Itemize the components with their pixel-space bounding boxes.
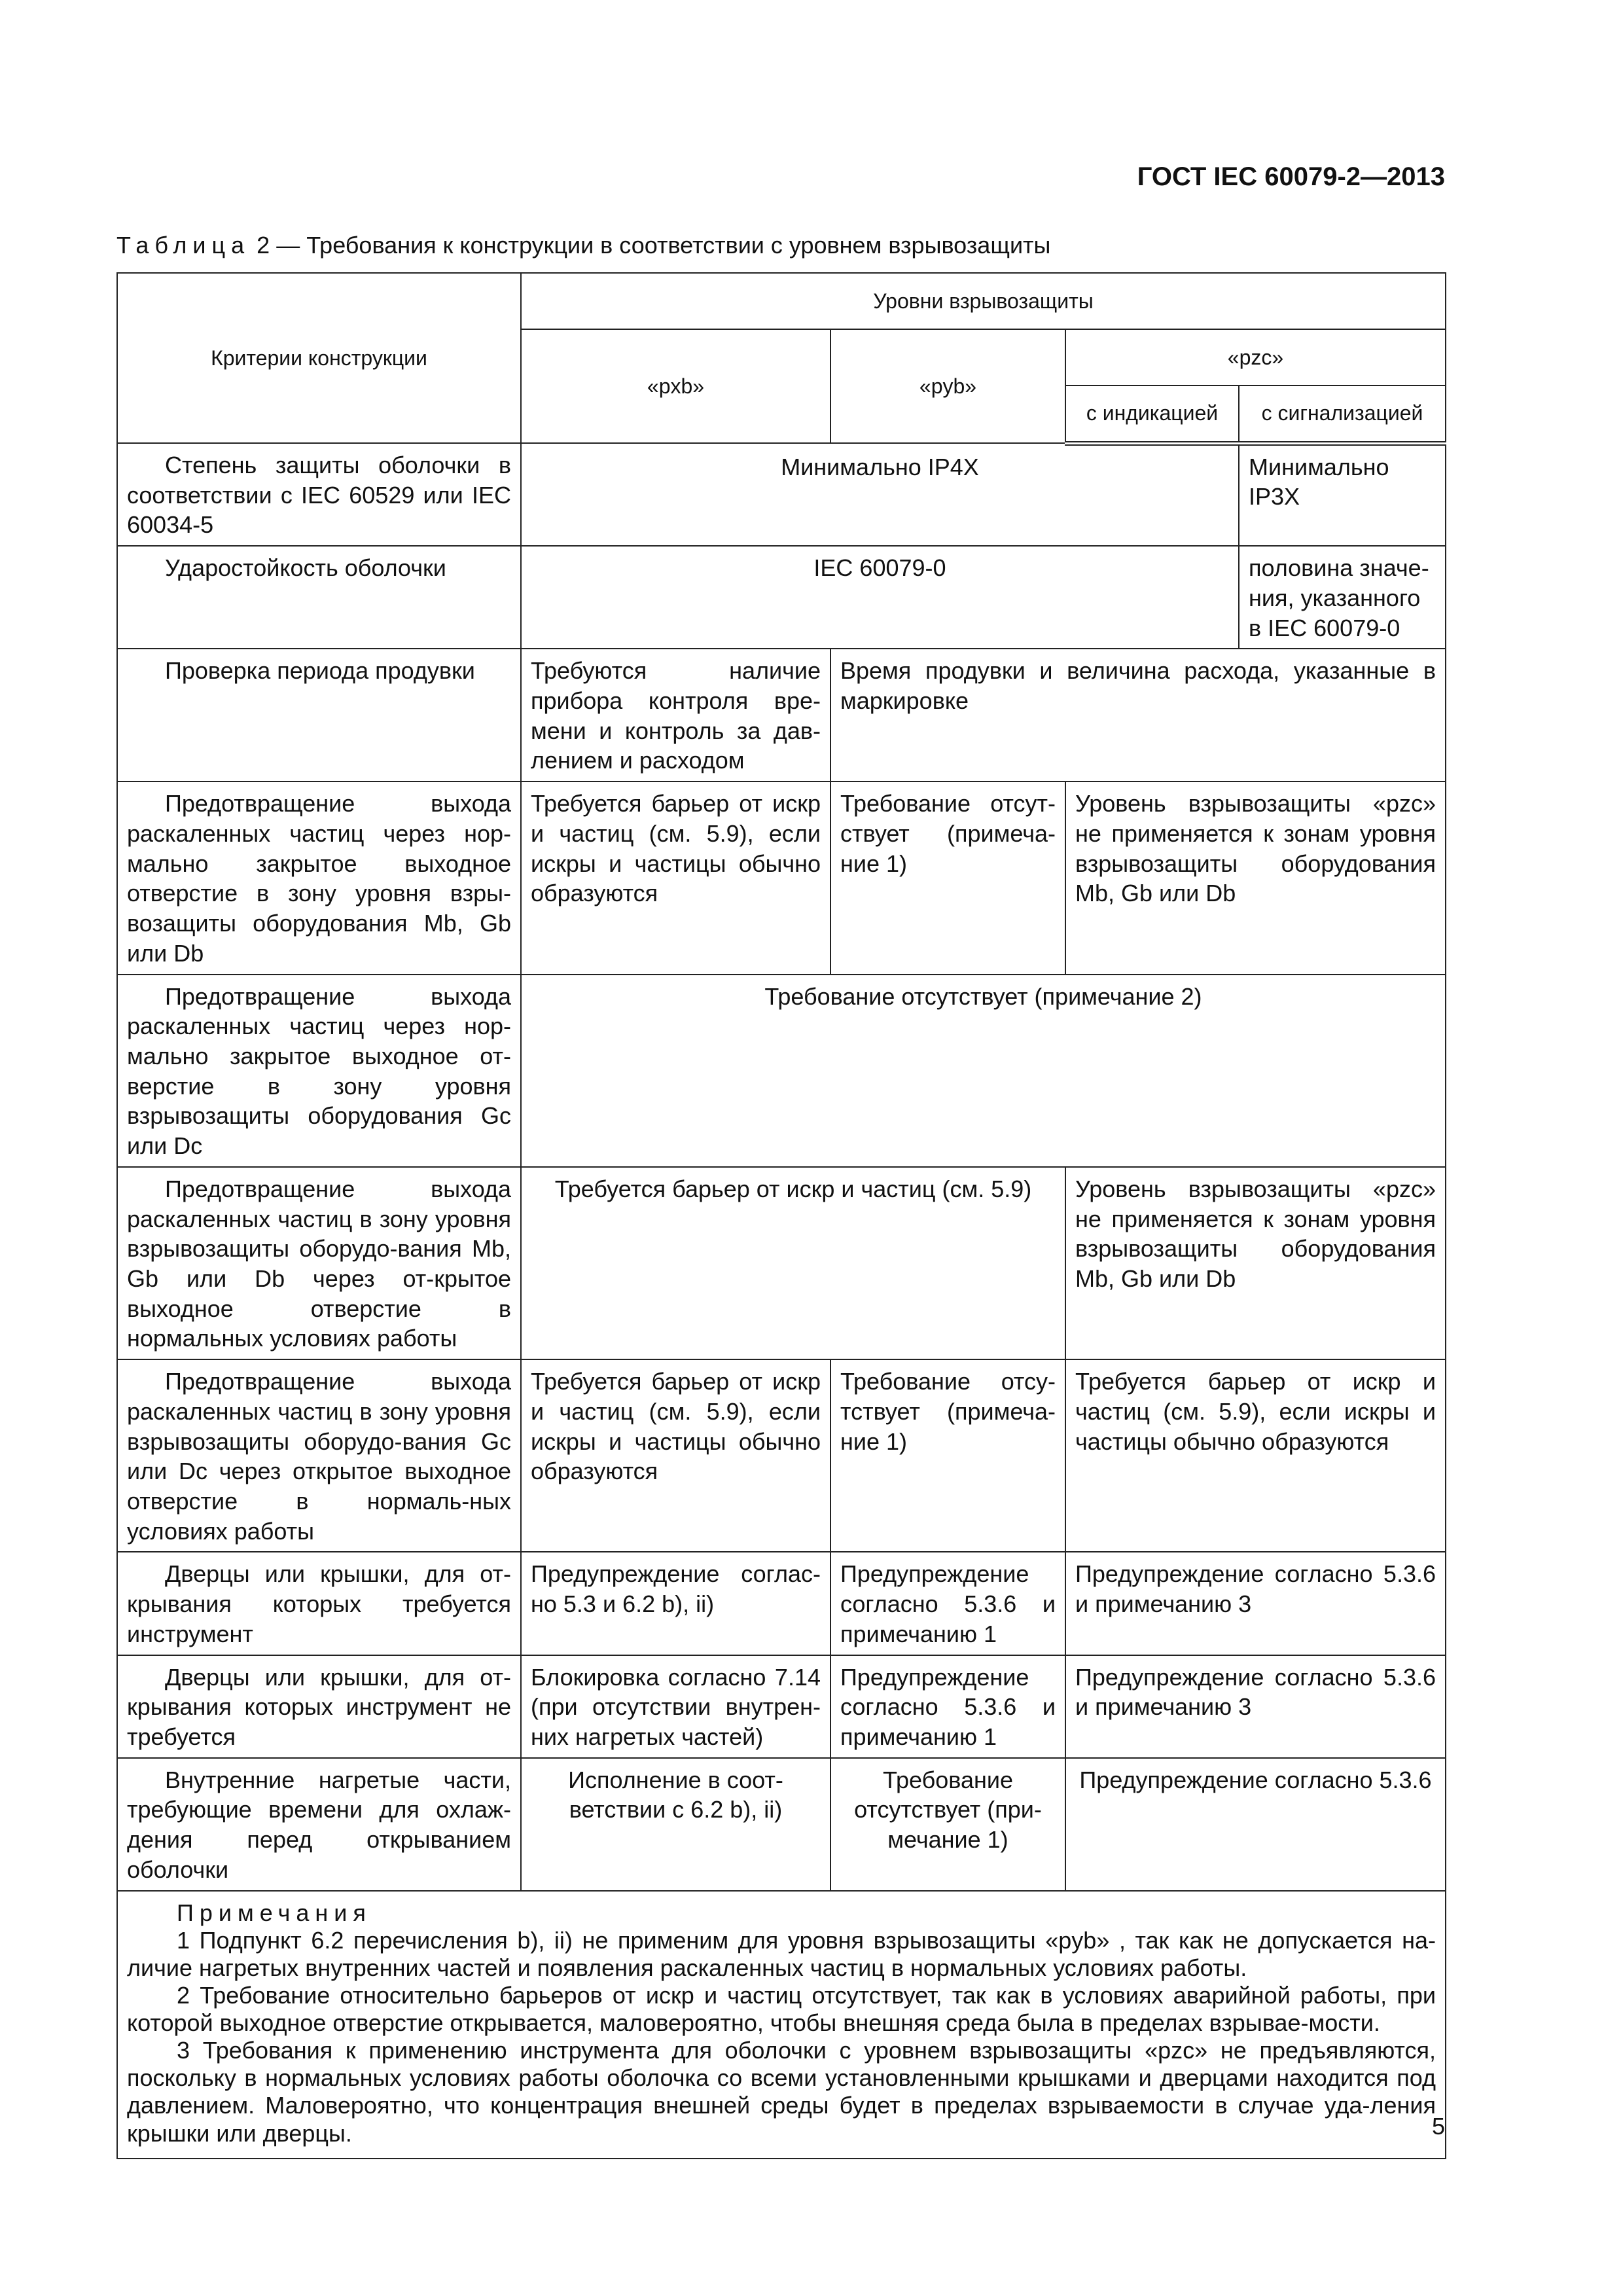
table-row [117, 975, 1446, 1167]
value-cell: Минимально IP4X [521, 443, 1239, 546]
value-cell: Предупреждение согласно 5.3.6 [1065, 1758, 1446, 1891]
criterion-cell: Предотвращение выхода раскаленных частиц в зону уровня взрывозащиты оборудо-вания Mb, Gb или Db через от-крытое выходное отверстие в нормальных условиях работы [117, 1167, 521, 1359]
table-row [117, 546, 1446, 649]
value-cell: Предупреждение согласно 5.3.6 и примечанию 1 [830, 1552, 1065, 1655]
criterion-cell: Степень защиты оболочки в соответствии с IEC 60529 или IEC 60034-5 [117, 443, 521, 546]
criterion-cell: Предотвращение выхода раскаленных частиц в зону уровня взрывозащиты оборудо-вания Gc или Dc через открытое выходное отверстие в нормаль-ных условиях работы [117, 1359, 521, 1552]
criterion-cell: Дверцы или крышки, для от-крывания которых инструмент не требуется [117, 1655, 521, 1758]
value-cell: Требуется барьер от искр и частиц (см. 5.9), если искры и частицы обычно образуются [521, 1359, 830, 1552]
notes-row [117, 1891, 1446, 2159]
table-row [117, 781, 1446, 974]
table-row [117, 1758, 1446, 1891]
value-cell: Требуется барьер от искр и частиц (см. 5.9), если искры и частицы обычно образуются [1065, 1359, 1446, 1552]
note-item: 2 Требование относительно барьеров от искр и частиц отсутствует, так как в условиях аварийной работы, при которой выходное отверстие открывается, маловероятно, чтобы внешняя среда была в пределах взрывае-мости. [127, 1981, 1436, 2037]
value-cell: IEC 60079-0 [521, 546, 1239, 649]
table-row [117, 1655, 1446, 1758]
table-row [117, 1359, 1446, 1552]
value-cell: Предупреждение согласно 5.3.6 и примечанию 3 [1065, 1552, 1446, 1655]
criterion-cell: Дверцы или крышки, для от-крывания которых требуется инструмент [117, 1552, 521, 1655]
value-cell: Требование отсут-ствует (примеча-ние 1) [830, 781, 1065, 974]
value-cell: Предупреждение согласно 5.3.6 и примечанию 3 [1065, 1655, 1446, 1758]
requirements-table [116, 272, 1446, 2159]
header-pzc: «pzc» [1065, 329, 1446, 386]
criterion-cell: Внутренние нагретые части, требующие времени для охлаж-дения перед открыванием оболочки [117, 1758, 521, 1891]
table-row [117, 649, 1446, 781]
criterion-cell: Проверка периода продувки [117, 649, 521, 781]
page-number: 5 [1431, 2113, 1445, 2140]
value-cell: Время продувки и величина расхода, указанные в маркировке [830, 649, 1446, 781]
header-pyb: «pyb» [830, 329, 1065, 443]
table-caption-label: Таблица [116, 232, 251, 259]
value-cell: половина значе-ния, указанного в IEC 60079-0 [1239, 546, 1446, 649]
header-pxb: «pxb» [521, 329, 830, 443]
table-row [117, 1552, 1446, 1655]
value-cell: Требуются наличие прибора контроля вре-мени и контроль за дав-лением и расходом [521, 649, 830, 781]
criterion-cell: Предотвращение выхода раскаленных частиц через нор-мально закрытое выходное от-верстие в зону уровня взрывозащиты оборудования Gc или Dc [117, 975, 521, 1167]
value-cell: Требование отсу-тствует (примеча-ние 1) [830, 1359, 1065, 1552]
note-item: 1 Подпункт 6.2 перечисления b), ii) не применим для уровня взрывозащиты «pyb» , так как не допускается на-личие нагретых внутренних частей и появления раскаленных частиц в нормальных условиях работы. [127, 1926, 1436, 1981]
value-cell: Требуется барьер от искр и частиц (см. 5.9) [521, 1167, 1065, 1359]
criterion-cell: Ударостойкость оболочки [117, 546, 521, 649]
table-caption-text: 2 — Требования к конструкции в соответствии с уровнем взрывозащиты [257, 232, 1051, 259]
header-pzc-signalling: с сигнализацией [1239, 386, 1446, 443]
value-cell: Требование отсутствует (примечание 2) [521, 975, 1446, 1167]
table-row [117, 1167, 1446, 1359]
value-cell: Уровень взрывозащиты «pzc» не применяется к зонам уровня взрывозащиты оборудования Mb, Gb или Db [1065, 781, 1446, 974]
table-row [117, 443, 1446, 546]
value-cell: Требуется барьер от искр и частиц (см. 5.9), если искры и частицы обычно образуются [521, 781, 830, 974]
value-cell: Предупреждение согласно 5.3.6 и примечанию 1 [830, 1655, 1065, 1758]
value-cell: Требование отсутствует (при-мечание 1) [830, 1758, 1065, 1891]
value-cell: Уровень взрывозащиты «pzc» не применяется к зонам уровня взрывозащиты оборудования Mb, Gb или Db [1065, 1167, 1446, 1359]
value-cell: Блокировка согласно 7.14 (при отсутствии внутрен-них нагретых частей) [521, 1655, 830, 1758]
document-code: ГОСТ IEC 60079-2—2013 [1137, 162, 1445, 191]
value-cell: Исполнение в соот-ветствии с 6.2 b), ii) [521, 1758, 830, 1891]
header-pzc-indication: с индикацией [1065, 386, 1239, 443]
notes-title: Примечания [177, 1899, 372, 1926]
value-cell: Предупреждение соглас-но 5.3 и 6.2 b), ii) [521, 1552, 830, 1655]
header-criteria: Критерии конструкции [117, 273, 521, 443]
value-cell: Минимально IP3X [1239, 443, 1446, 546]
notes-cell [117, 1891, 1446, 2159]
table-caption [116, 232, 1050, 259]
note-item: 3 Требования к применению инструмента для оболочки с уровнем взрывозащиты «pzc» не предъявляются, поскольку в нормальных условиях работы оболочка со всеми установленными крышками и дверцами находится под давлением. Маловероятно, что концентрация внешней среды будет в пределах взрываемости в случае уда-ления крышки или дверцы. [127, 2037, 1436, 2147]
criterion-cell: Предотвращение выхода раскаленных частиц через нор-мально закрытое выходное отверстие в зону уровня взры-возащиты оборудования Mb, Gb или Db [117, 781, 521, 974]
header-protection-levels: Уровни взрывозащиты [521, 273, 1446, 329]
